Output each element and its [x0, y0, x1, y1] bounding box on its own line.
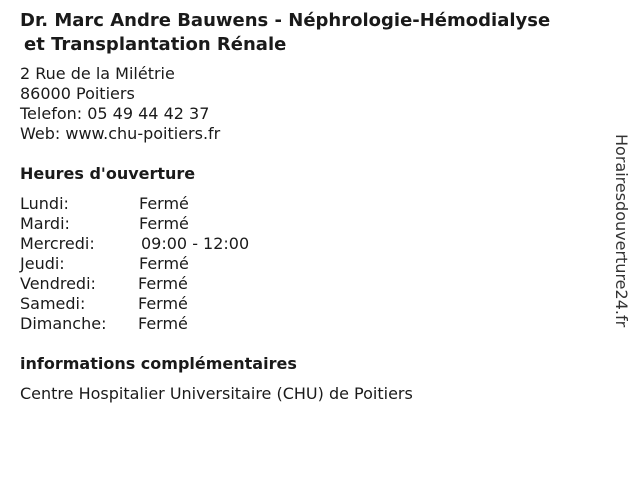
- day-label: Mardi:: [20, 214, 70, 233]
- day-label: Lundi:: [20, 194, 69, 213]
- day-hours: Fermé: [139, 194, 189, 213]
- phone-text: Telefon: 05 49 44 42 37: [20, 104, 210, 123]
- page-title: [20, 9, 620, 57]
- day-label: Mercredi:: [20, 234, 95, 253]
- day-label: Vendredi:: [20, 274, 96, 293]
- day-label: Dimanche:: [20, 314, 107, 333]
- day-hours: Fermé: [138, 294, 188, 313]
- contact-block: [20, 64, 220, 144]
- page-title-line-1: Dr. Marc Andre Bauwens - Néphrologie-Hémodialyse: [20, 10, 551, 31]
- additional-info-text: Centre Hospitalier Universitaire (CHU) de Poitiers: [20, 384, 413, 403]
- day-hours: 09:00 - 12:00: [141, 234, 250, 253]
- page-title-line-2: et Transplantation Rénale: [24, 34, 287, 55]
- additional-info-heading: informations complémentaires: [20, 354, 297, 373]
- day-hours: Fermé: [139, 254, 189, 273]
- day-hours: Fermé: [138, 274, 188, 293]
- opening-hours-heading: Heures d'ouverture: [20, 164, 196, 183]
- day-hours: Fermé: [139, 214, 189, 233]
- day-label: Jeudi:: [20, 254, 65, 273]
- additional-info-block: [20, 384, 413, 404]
- address-city: 86000 Poitiers: [20, 84, 135, 103]
- address-street: 2 Rue de la Milétrie: [20, 64, 175, 83]
- watermark-text: Horairesdouverture24.fr: [612, 134, 631, 328]
- website-text: Web: www.chu-poitiers.fr: [20, 124, 221, 143]
- vertical-watermark: [612, 134, 634, 374]
- day-hours: Fermé: [138, 314, 188, 333]
- day-label: Samedi:: [20, 294, 86, 313]
